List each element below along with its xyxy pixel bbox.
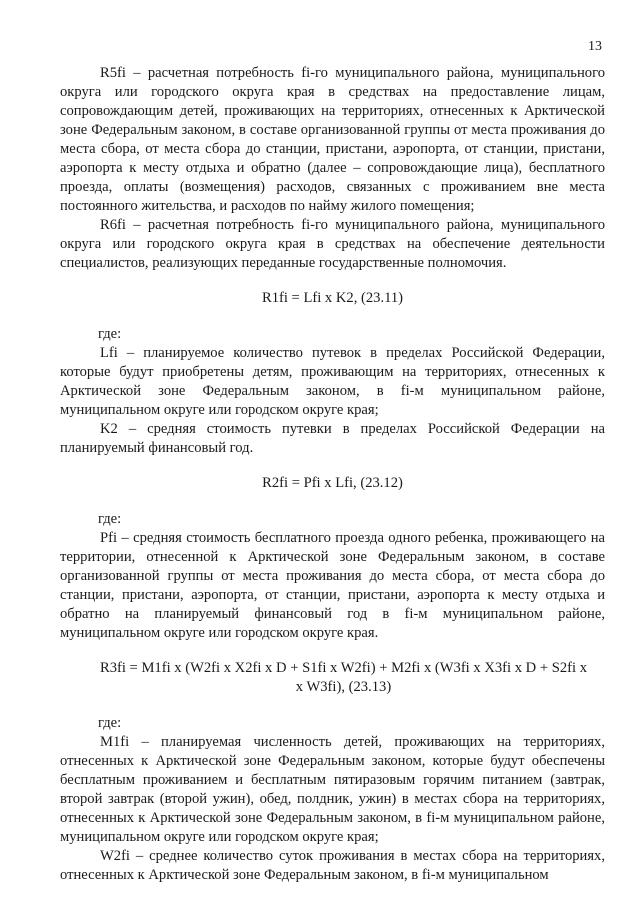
formula-23-13-line2: x W3fi), (23.13) [295,679,392,695]
page-number: 13 [588,39,602,54]
formula-23-13-line1: R3fi = M1fi x (W2fi x X2fi x D + S1fi x W2fi) + M2fi x (W3fi x X3fi x D + S2fi x [99,660,588,676]
paragraph-m1fi: M1fi – планируемая численность детей, проживающих на территориях, отнесенных к Арктической зоне Федеральным законом, которые будут обеспечены бесплатным проживанием и бесплатным пятиразовым горячим питанием (завтрак, второй завтрак (второй ужин), обед, полдник, ужин) в местах сбора на территориях, отнесенных к Арктической зоне Федеральным законом, в fi-м муниципальном районе, муниципальном округе или городском округе края; [60,734,605,845]
where-label: где: [98,715,122,731]
paragraph-pfi: Pfi – средняя стоимость бесплатного проезда одного ребенка, проживающего на территории, отнесенной к Арктической зоне Федеральным законом, в составе организованной группы от места проживания до места сбора, от места сбора до станции, пристани, аэропорта, от станции, пристани, аэропорта к месту отдыха и обратно на планируемый финансовый год в fi-м муниципальном районе, муниципальном округе или городском округе края. [60,530,605,641]
where-label: где: [98,511,122,527]
paragraph-r5fi: R5fi – расчетная потребность fi-го муниципального района, муниципального округа или городского округа края в средствах на предоставление лицам, сопровождающим детей, проживающих на территориях, отнесенных к Арктической зоне Федеральным законом, в составе организованной группы от места проживания до места сбора, от места сбора до станции, пристани, аэропорта, от станции, пристани, аэропорта к месту отдыха и обратно (далее – сопровождающие лица), бесплатного проезда, оплаты (возмещения) расходов, связанных с проживанием вне места постоянного жительства, и расходов по найму жилого помещения; [60,65,605,214]
paragraph-k2: K2 – средняя стоимость путевки в пределах Российской Федерации на планируемый финансовый год. [60,421,605,456]
paragraph-w2fi: W2fi – среднее количество суток проживания в местах сбора на территориях, отнесенных к Арктической зоне Федеральным законом, в fi-м муниципальном [60,848,605,883]
paragraph-lfi: Lfi – планируемое количество путевок в пределах Российской Федерации, которые будут приобретены детям, проживающим на территориях, отнесенных к Арктической зоне Федеральным законом, в fi-м муниципальном районе, муниципальном округе или городском округе края; [60,345,605,418]
where-label: где: [98,326,122,342]
paragraph-r6fi: R6fi – расчетная потребность fi-го муниципального района, муниципального округа или городского округа края в средствах на обеспечение деятельности специалистов, реализующих переданные государственные полномочия. [60,217,605,271]
document-body [60,64,605,885]
formula-23-11: R1fi = Lfi x K2, (23.11) [261,290,404,306]
formula-23-12: R2fi = Pfi x Lfi, (23.12) [262,475,403,491]
